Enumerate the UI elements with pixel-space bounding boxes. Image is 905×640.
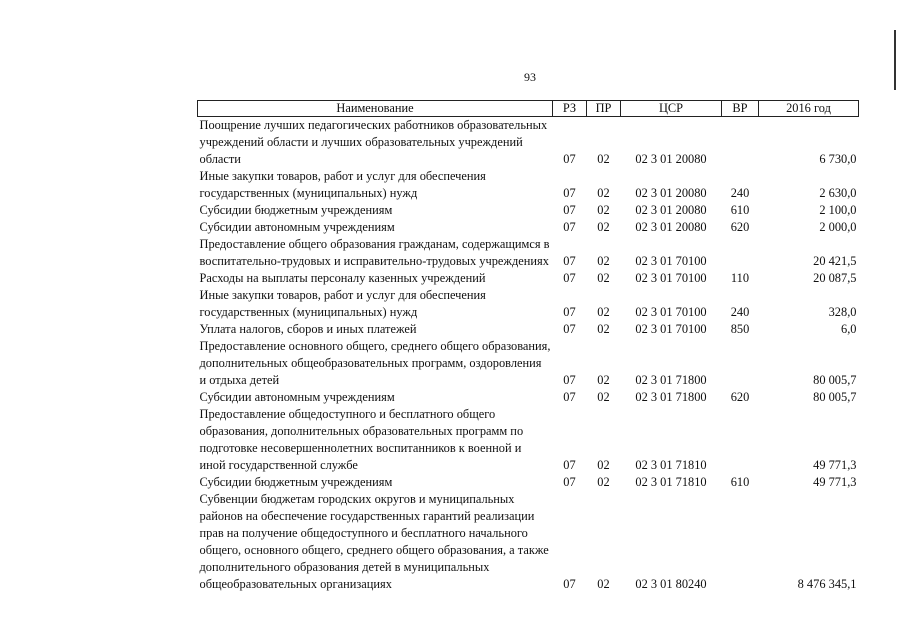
- row-amount: 8 476 345,1: [797, 577, 857, 591]
- row-csr: 02 3 01 71800: [635, 390, 707, 404]
- row-amount: 20 087,5: [813, 271, 857, 285]
- row-rz: 07: [563, 152, 576, 166]
- row-rz: 07: [563, 305, 576, 319]
- row-csr: 02 3 01 70100: [635, 271, 707, 285]
- table-row: [198, 168, 859, 202]
- header-name: Наименование: [198, 101, 553, 117]
- row-rz: 07: [563, 271, 576, 285]
- row-name: Поощрение лучших педагогических работников образовательных учреждений области и лучших образовательных учреждений области: [199, 118, 548, 166]
- row-vr: 110: [730, 271, 750, 285]
- row-pr: 02: [597, 577, 610, 591]
- row-amount: 328,0: [828, 305, 857, 319]
- page-number: 93: [524, 70, 536, 84]
- row-csr: 02 3 01 70100: [635, 305, 707, 319]
- table-row: [198, 287, 859, 321]
- table-row: [198, 270, 859, 287]
- row-vr: 240: [730, 305, 750, 319]
- row-name: Субвенции бюджетам городских округов и муниципальных районов на обеспечение государственных гарантий реализации прав на получение общедоступного и бесплатного начального общего, основного общего, среднего общего образования, а также дополнительного образования детей в муниципальных общеобразовательных организациях: [199, 492, 549, 591]
- row-csr: 02 3 01 20080: [635, 203, 707, 217]
- row-pr: 02: [597, 322, 610, 336]
- table-row: [198, 202, 859, 219]
- row-vr: 610: [730, 203, 750, 217]
- row-name: Субсидии автономным учреждениям: [199, 390, 395, 404]
- row-vr: [722, 338, 759, 389]
- row-vr: 850: [730, 322, 750, 336]
- row-rz: 07: [563, 577, 576, 591]
- row-pr: 02: [597, 254, 610, 268]
- header-csr: ЦСР: [621, 101, 722, 117]
- header-rz: РЗ: [553, 101, 587, 117]
- header-amount: 2016 год: [759, 101, 859, 117]
- row-rz: 07: [563, 373, 576, 387]
- row-pr: 02: [597, 152, 610, 166]
- header-vr: ВР: [722, 101, 759, 117]
- row-rz: 07: [563, 186, 576, 200]
- row-amount: 80 005,7: [813, 390, 857, 404]
- row-amount: 6,0: [841, 322, 857, 336]
- row-name: Предоставление основного общего, среднего общего образования, дополнительных общеобразовательных программ, оздоровления и отдыха детей: [199, 339, 551, 387]
- row-rz: 07: [563, 390, 576, 404]
- header-pr: ПР: [587, 101, 621, 117]
- table-row: [198, 406, 859, 474]
- row-pr: 02: [597, 458, 610, 472]
- row-csr: 02 3 01 20080: [635, 220, 707, 234]
- row-vr: 620: [730, 220, 750, 234]
- row-amount: 6 730,0: [819, 152, 857, 166]
- table-row: [198, 389, 859, 406]
- row-name: Предоставление общедоступного и бесплатного общего образования, дополнительных образовательных программ по подготовке несовершеннолетних воспитанников к военной и иной государственной службе: [199, 407, 524, 472]
- row-csr: 02 3 01 70100: [635, 322, 707, 336]
- row-rz: 07: [563, 322, 576, 336]
- row-name: Иные закупки товаров, работ и услуг для обеспечения государственных (муниципальных) нужд: [199, 169, 486, 200]
- row-csr: 02 3 01 20080: [635, 186, 707, 200]
- row-vr: 610: [730, 475, 750, 489]
- row-vr: [722, 117, 759, 169]
- row-name: Расходы на выплаты персоналу казенных учреждений: [199, 271, 486, 285]
- row-csr: 02 3 01 20080: [635, 152, 707, 166]
- row-name: Предоставление общего образования гражданам, содержащимся в воспитательно-трудовых и исправительно-трудовых учреждениях: [199, 237, 550, 268]
- budget-table: [197, 100, 859, 593]
- row-name: Уплата налогов, сборов и иных платежей: [199, 322, 417, 336]
- row-name: Субсидии бюджетным учреждениям: [199, 203, 393, 217]
- row-csr: 02 3 01 71810: [635, 458, 707, 472]
- row-vr: 240: [730, 186, 750, 200]
- row-amount: 2 000,0: [819, 220, 857, 234]
- row-csr: 02 3 01 80240: [635, 577, 707, 591]
- row-name: Субсидии автономным учреждениям: [199, 220, 395, 234]
- table-row: [198, 236, 859, 270]
- row-csr: 02 3 01 70100: [635, 254, 707, 268]
- row-rz: 07: [563, 203, 576, 217]
- row-name: Иные закупки товаров, работ и услуг для обеспечения государственных (муниципальных) нужд: [199, 288, 486, 319]
- row-rz: 07: [563, 475, 576, 489]
- row-amount: 2 630,0: [819, 186, 857, 200]
- row-pr: 02: [597, 186, 610, 200]
- row-amount: 2 100,0: [819, 203, 857, 217]
- row-rz: 07: [563, 458, 576, 472]
- row-amount: 49 771,3: [813, 458, 857, 472]
- row-pr: 02: [597, 373, 610, 387]
- edge-mark: [894, 30, 896, 90]
- row-vr: [722, 491, 759, 593]
- table-row: [198, 321, 859, 338]
- row-pr: 02: [597, 305, 610, 319]
- row-amount: 80 005,7: [813, 373, 857, 387]
- row-rz: 07: [563, 220, 576, 234]
- table-row: [198, 491, 859, 593]
- row-pr: 02: [597, 203, 610, 217]
- row-vr: 620: [730, 390, 750, 404]
- header-row: [198, 101, 859, 117]
- row-vr: [722, 406, 759, 474]
- row-csr: 02 3 01 71800: [635, 373, 707, 387]
- row-name: Субсидии бюджетным учреждениям: [199, 475, 393, 489]
- table-row: [198, 338, 859, 389]
- row-pr: 02: [597, 220, 610, 234]
- row-pr: 02: [597, 475, 610, 489]
- row-vr: [722, 236, 759, 270]
- row-rz: 07: [563, 254, 576, 268]
- table-row: [198, 117, 859, 169]
- row-amount: 49 771,3: [813, 475, 857, 489]
- table-row: [198, 474, 859, 491]
- row-pr: 02: [597, 390, 610, 404]
- table-row: [198, 219, 859, 236]
- row-csr: 02 3 01 71810: [635, 475, 707, 489]
- row-pr: 02: [597, 271, 610, 285]
- row-amount: 20 421,5: [813, 254, 857, 268]
